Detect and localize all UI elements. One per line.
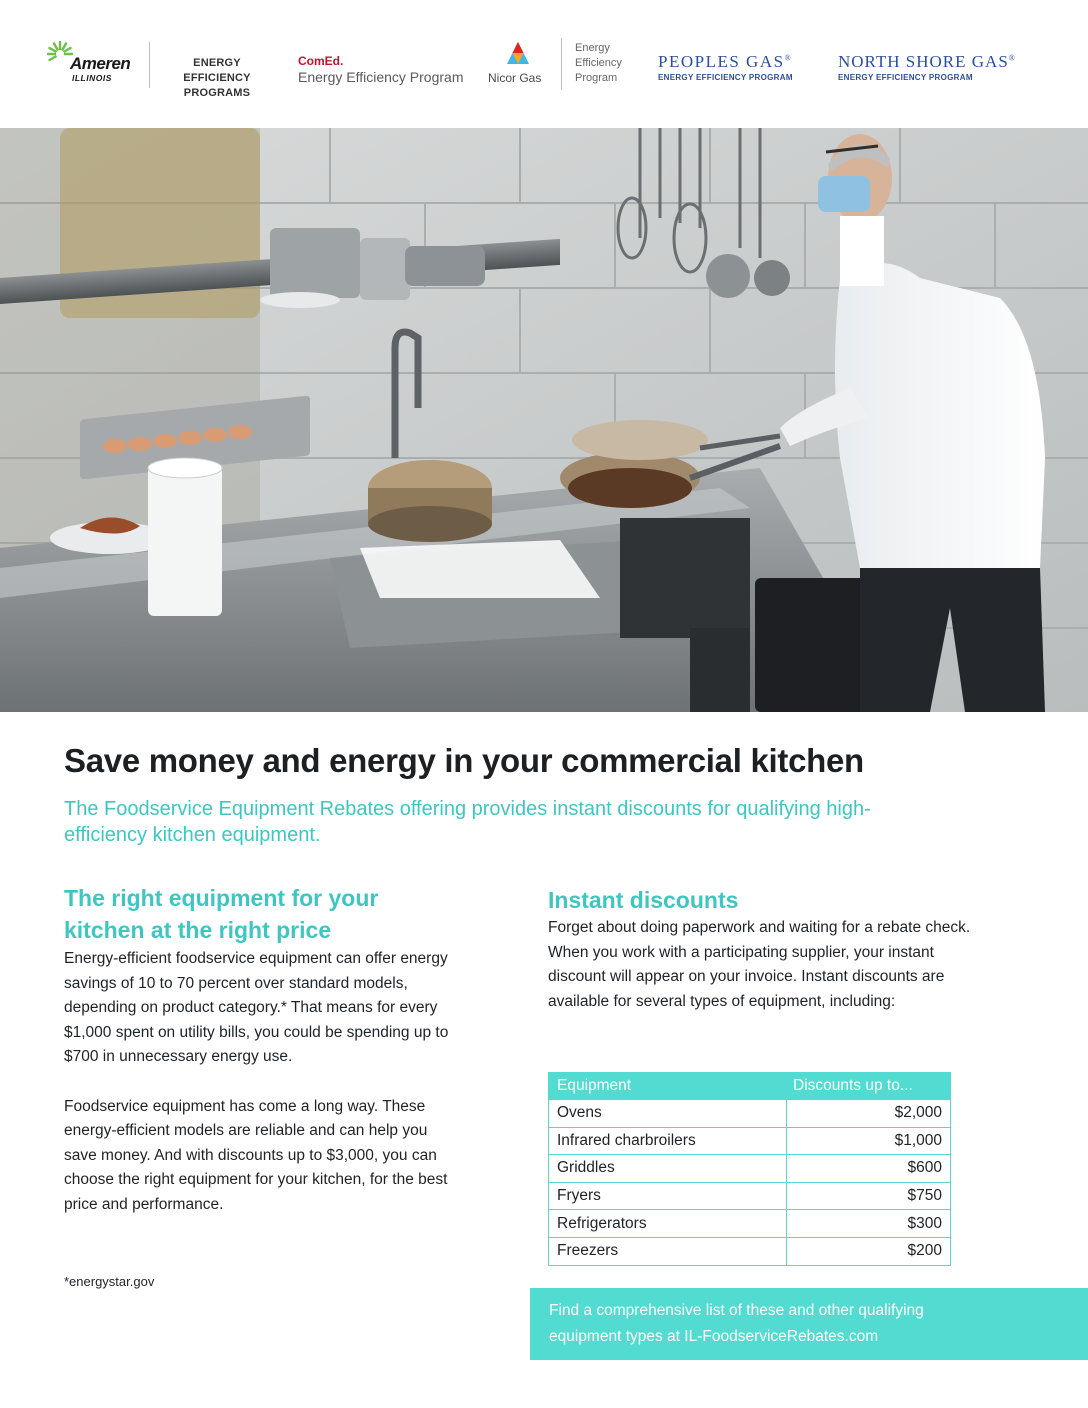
right-paragraph: Forget about doing paperwork and waiting for a rebate check. When you work with a participating supplier, your instant discount will appear on your invoice. Instant discounts are available for several types of equipment, including: [548, 919, 971, 1010]
comed-brand: ComEd. [298, 54, 344, 68]
discount-cell: $1,000 [787, 1127, 951, 1155]
nicor-line1: Energy [575, 42, 610, 54]
northshore-name: NORTH SHORE GAS [838, 52, 1009, 71]
hero-kitchen-photo [0, 128, 1088, 712]
table-header-row [549, 1073, 951, 1100]
table-row [549, 1127, 951, 1155]
nicor-name: Nicor Gas [488, 71, 542, 85]
ameren-name: Ameren [70, 54, 131, 73]
peoples-gas-logo [658, 52, 818, 82]
nicor-flame-icon [507, 42, 529, 66]
nicor-program-text [575, 41, 622, 86]
footnote: *energystar.gov [64, 1274, 155, 1289]
partner-logos [0, 0, 1088, 128]
table-row [549, 1210, 951, 1238]
cta-banner [530, 1288, 1088, 1360]
equipment-cell: Freezers [549, 1237, 787, 1265]
eep-line2: PROGRAMS [183, 87, 251, 99]
table-row [549, 1155, 951, 1183]
nicor-line2: Efficiency [575, 57, 622, 69]
page-title: Save money and energy in your commercial kitchen [64, 742, 864, 779]
discount-cell: $750 [787, 1182, 951, 1210]
equipment-cell: Ovens [549, 1100, 787, 1128]
peoples-registered-mark: ® [784, 53, 793, 63]
table-row [549, 1100, 951, 1128]
page-subtitle: The Foodservice Equipment Rebates offering provides instant discounts for qualifying high-efficiency kitchen equipment. [64, 798, 871, 846]
northshore-program: ENERGY EFFICIENCY PROGRAM [838, 73, 973, 82]
kitchen-scene-illustration [0, 128, 1088, 712]
north-shore-gas-logo [838, 52, 1038, 82]
left-paragraph-2: Foodservice equipment has come a long way. These energy-efficient models are reliable and can help you save money. And with discounts up to $3,000, you can choose the right equipment for your kitchen, for the best price and performance. [64, 1097, 448, 1213]
northshore-registered-mark: ® [1008, 53, 1016, 63]
peoples-program: ENERGY EFFICIENCY PROGRAM [658, 73, 793, 82]
ameren-illinois-logo [46, 40, 142, 88]
header-equipment: Equipment [549, 1073, 787, 1100]
comed-program: Energy Efficiency Program [298, 69, 464, 85]
right-column [548, 884, 978, 1014]
discount-cell: $600 [787, 1155, 951, 1183]
logo-divider [149, 42, 150, 88]
discount-cell: $200 [787, 1237, 951, 1265]
peoples-name: PEOPLES GAS [658, 52, 785, 71]
eep-line1: ENERGY EFFICIENCY [183, 57, 251, 84]
right-heading: Instant discounts [548, 887, 739, 913]
equipment-cell: Infrared charbroilers [549, 1127, 787, 1155]
left-heading: The right equipment for your kitchen at the right price [64, 885, 379, 943]
discounts-table [548, 1072, 951, 1266]
table-row [549, 1237, 951, 1265]
cta-text: Find a comprehensive list of these and other qualifying equipment types at IL-FoodserviceRebates.com [549, 1302, 924, 1345]
nicor-divider [561, 38, 562, 90]
header-discount: Discounts up to... [787, 1073, 951, 1100]
equipment-cell: Griddles [549, 1155, 787, 1183]
table-row [549, 1182, 951, 1210]
left-column [64, 882, 474, 1217]
nicor-line3: Program [575, 72, 618, 84]
energy-efficiency-programs-logo [158, 56, 276, 101]
left-paragraph-1: Energy-efficient foodservice equipment can offer energy savings of 10 to 70 percent over standard models, depending on product category.* That means for every $1,000 spent on utility bills, you could be spending up to $700 in unnecessary energy use. [64, 950, 449, 1065]
discount-cell: $300 [787, 1210, 951, 1238]
ameren-sub: ILLINOIS [72, 73, 112, 83]
comed-logo [298, 54, 468, 86]
equipment-cell: Refrigerators [549, 1210, 787, 1238]
equipment-cell: Fryers [549, 1182, 787, 1210]
discount-cell: $2,000 [787, 1100, 951, 1128]
